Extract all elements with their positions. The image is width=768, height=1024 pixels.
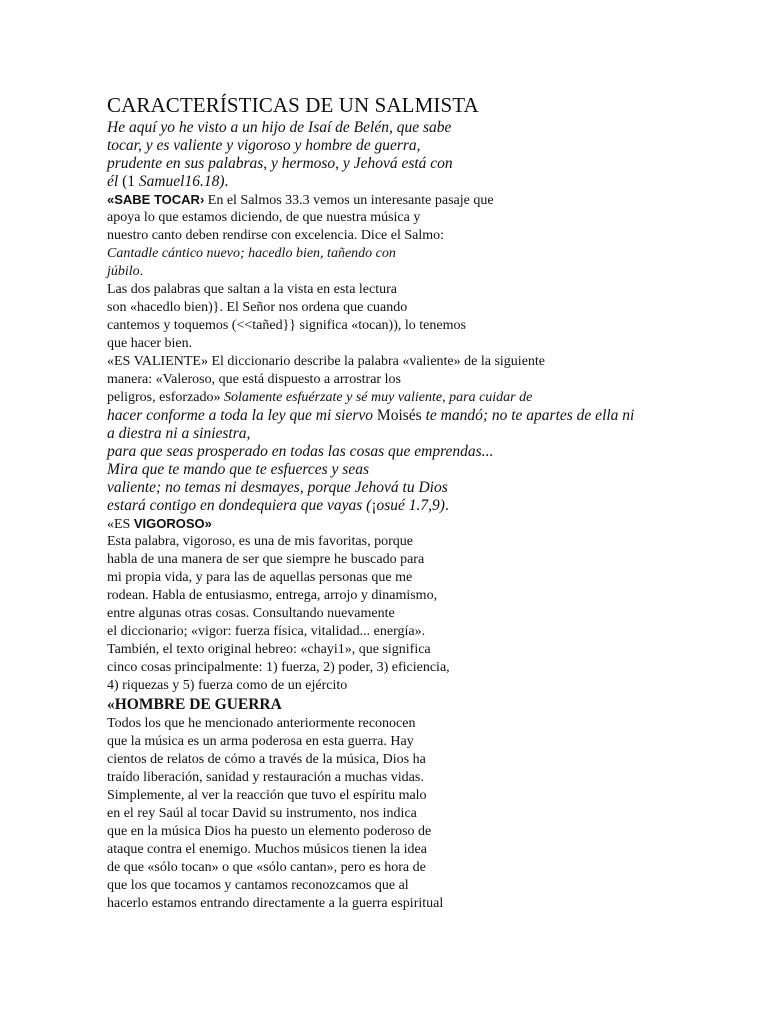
heading-part: VIGOROSO»: [133, 516, 212, 531]
paragraph-line: cantemos y toquemos (<<tañed}} significa «tocan)), lo tenemos: [107, 318, 466, 333]
section-heading: «SABE TOCAR›: [107, 192, 205, 207]
paragraph-line: manera: «Valeroso, que está dispuesto a arrostrar los: [107, 372, 401, 387]
intro-line: [107, 173, 757, 191]
psalm-quote-word: júbilo: [107, 264, 140, 279]
paragraph-line: Simplemente, al ver la reacción que tuvo el espíritu malo: [107, 788, 427, 803]
intro-quote: [107, 119, 757, 191]
paragraph-line: Las dos palabras que saltan a la vista en esta lectura: [107, 282, 397, 297]
intro-line: prudente en sus palabras, y hermoso, y Jehová está con: [107, 155, 453, 172]
scripture-end: .: [444, 497, 449, 514]
paragraph-line: Todos los que he mencionado anteriormente reconocen: [107, 716, 416, 731]
paragraph-text: peligros, esforzado»: [107, 390, 221, 405]
scripture-line: [107, 497, 757, 515]
paragraph-line: hacerlo estamos entrando directamente a la guerra espiritual: [107, 896, 444, 911]
paragraph-line: nuestro canto deben rendirse con excelencia. Dice el Salmo:: [107, 228, 445, 243]
scripture-line: para que seas prosperado en todas las cosas que emprendas...: [107, 443, 494, 460]
paragraph-line: en el rey Saúl al tocar David su instrumento, nos indica: [107, 806, 417, 821]
scripture-name: Moisés: [376, 407, 422, 424]
intro-ref-end: .: [224, 173, 229, 190]
section-es-vigoroso: [107, 515, 757, 695]
paragraph-line: que los que tocamos y cantamos reconozcamos que al: [107, 878, 409, 893]
section-hombre-de-guerra: [107, 695, 757, 913]
section-heading: [107, 515, 757, 533]
psalm-quote-line: [107, 263, 757, 281]
scripture-line: Mira que te mando que te esfuerces y seas: [107, 461, 369, 478]
sabe-tocar-line: [107, 191, 757, 209]
scripture-text: hacer conforme a toda la ley que mi siervo: [107, 407, 377, 424]
paragraph-line: rodean. Habla de entusiasmo, entrega, arrojo y dinamismo,: [107, 588, 438, 603]
paragraph-line: cinco cosas principalmente: 1) fuerza, 2) poder, 3) eficiencia,: [107, 660, 450, 675]
intro-line: He aquí yo he visto a un hijo de Isaí de Belén, que sabe: [107, 119, 452, 136]
paragraph-text: En el Salmos 33.3 vemos un interesante pasaje que: [204, 193, 494, 208]
paragraph-line: traído liberación, sanidad y restauración a muchas vidas.: [107, 770, 424, 785]
section-heading: «HOMBRE DE GUERRA: [107, 696, 282, 713]
paragraph-line: «ES VALIENTE» El diccionario describe la palabra «valiente» de la siguiente: [107, 354, 546, 369]
paragraph-line: que en la música Dios ha puesto un elemento poderoso de: [107, 824, 432, 839]
paragraph-line: que hacer bien.: [107, 336, 193, 351]
psalm-quote-end: .: [139, 264, 144, 279]
document-title: CARACTERÍSTICAS DE UN SALMISTA: [107, 93, 479, 117]
scripture-text: Solamente esfuérzate y sé muy valiente, para cuidar de: [220, 390, 533, 405]
paragraph-line: son «hacedlo bien)}. El Señor nos ordena que cuando: [107, 300, 408, 315]
paragraph-line: Esta palabra, vigoroso, es una de mis favoritas, porque: [107, 534, 413, 549]
paragraph-line: apoya lo que estamos diciendo, de que nuestra música y: [107, 210, 421, 225]
intro-ref: Samuel16.18): [138, 173, 225, 190]
paragraph-line: [107, 389, 757, 407]
section-es-valiente: [107, 353, 757, 515]
scripture-line: a diestra ni a siniestra,: [107, 425, 251, 442]
paragraph-line: 4) riquezas y 5) fuerza como de un ejército: [107, 678, 348, 693]
paragraph-line: cientos de relatos de cómo a través de la música, Dios ha: [107, 752, 426, 767]
paragraph-line: entre algunas otras cosas. Consultando nuevamente: [107, 606, 395, 621]
scripture-line: [107, 407, 757, 425]
paragraph-line: También, el texto original hebreo: «chayi1», que significa: [107, 642, 431, 657]
scripture-char: ¡: [371, 497, 377, 514]
paragraph-line: el diccionario; «vigor: fuerza física, vitalidad... energía».: [107, 624, 426, 639]
psalm-quote-line: Cantadle cántico nuevo; hacedlo bien, tañendo con: [107, 246, 396, 261]
scripture-ref: osué 1.7,9): [376, 497, 445, 514]
paragraph-line: habla de una manera de ser que siempre he buscado para: [107, 552, 425, 567]
paragraph-line: mi propia vida, y para las de aquellas personas que me: [107, 570, 413, 585]
heading-part: «ES: [107, 517, 134, 532]
paragraph-line: ataque contra el enemigo. Muchos músicos tienen la idea: [107, 842, 427, 857]
intro-ref-open: (1: [118, 173, 139, 190]
intro-word: él: [107, 173, 119, 190]
scripture-line: valiente; no temas ni desmayes, porque Jehová tu Dios: [107, 479, 448, 496]
section-sabe-tocar: [107, 191, 757, 353]
paragraph-line: que la música es un arma poderosa en esta guerra. Hay: [107, 734, 414, 749]
scripture-text: te mandó; no te apartes de ella ni: [421, 407, 635, 424]
scripture-text: estará contigo en dondequiera que vayas (: [107, 497, 372, 514]
paragraph-line: de que «sólo tocan» o que «sólo cantan», pero es hora de: [107, 860, 426, 875]
document-body: [107, 92, 757, 913]
intro-line: tocar, y es valiente y vigoroso y hombre de guerra,: [107, 137, 421, 154]
